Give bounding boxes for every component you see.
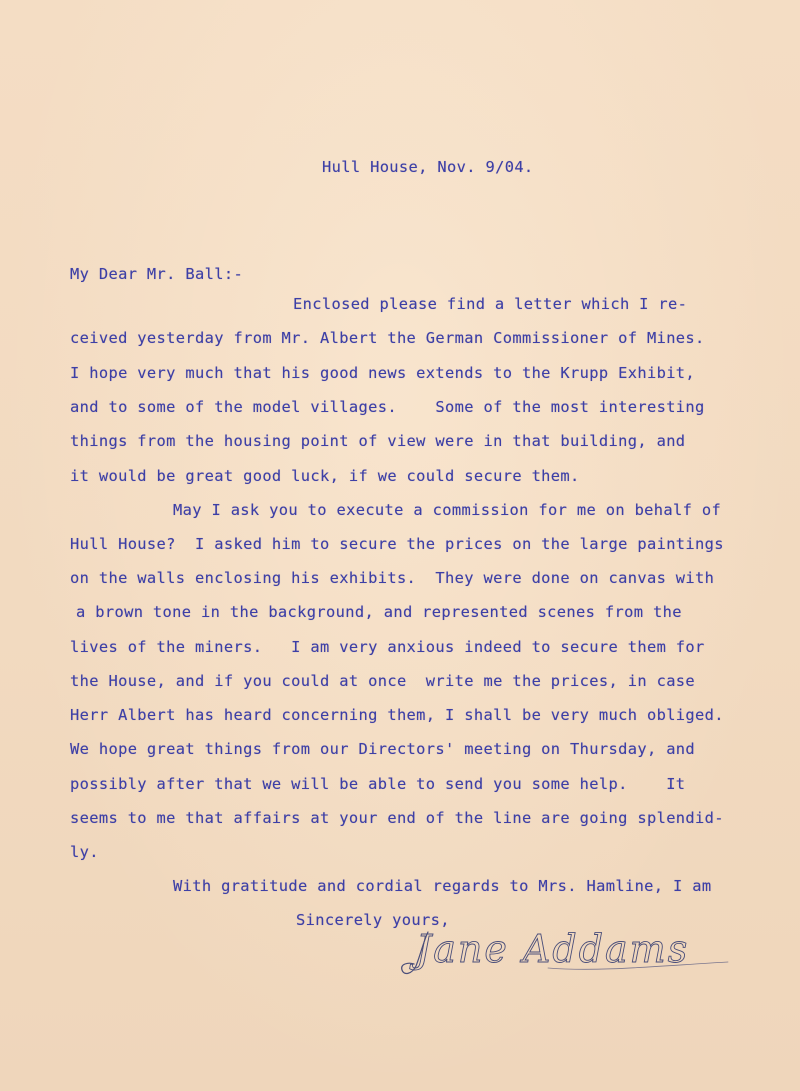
body-line: things from the housing point of view were in that building, and xyxy=(70,432,686,450)
salutation: My Dear Mr. Ball:- xyxy=(70,265,244,283)
signature-drawing xyxy=(398,922,738,984)
complimentary-close: Sincerely yours, xyxy=(296,911,450,929)
body-line: lives of the miners. I am very anxious indeed to secure them for xyxy=(70,638,705,656)
body-line: May I ask you to execute a commission for me on behalf of xyxy=(173,501,722,519)
body-line: ly. xyxy=(70,843,99,861)
body-line: Enclosed please find a letter which I re- xyxy=(293,295,688,313)
body-line: We hope great things from our Directors' meeting on Thursday, and xyxy=(70,740,696,758)
body-line: ceived yesterday from Mr. Albert the German Commissioner of Mines. xyxy=(70,329,705,347)
body-line: a brown tone in the background, and represented scenes from the xyxy=(76,603,682,621)
handwritten-signature xyxy=(398,922,738,984)
body-line: I hope very much that his good news extends to the Krupp Exhibit, xyxy=(70,364,696,382)
body-line: on the walls enclosing his exhibits. They were done on canvas with xyxy=(70,569,715,587)
body-line: seems to me that affairs at your end of the line are going splendid- xyxy=(70,809,724,827)
body-line: possibly after that we will be able to send you some help. It xyxy=(70,775,686,793)
body-line: Hull House? I asked him to secure the prices on the large paintings xyxy=(70,535,724,553)
dateline: Hull House, Nov. 9/04. xyxy=(322,158,534,176)
body-line: and to some of the model villages. Some of the most interesting xyxy=(70,398,705,416)
body-line: it would be great good luck, if we could secure them. xyxy=(70,467,580,485)
signature-text: Jane Addams xyxy=(416,927,690,971)
body-line: Herr Albert has heard concerning them, I shall be very much obliged. xyxy=(70,706,724,724)
body-line: the House, and if you could at once write me the prices, in case xyxy=(70,672,696,690)
closing-line: With gratitude and cordial regards to Mrs. Hamline, I am xyxy=(173,877,712,895)
